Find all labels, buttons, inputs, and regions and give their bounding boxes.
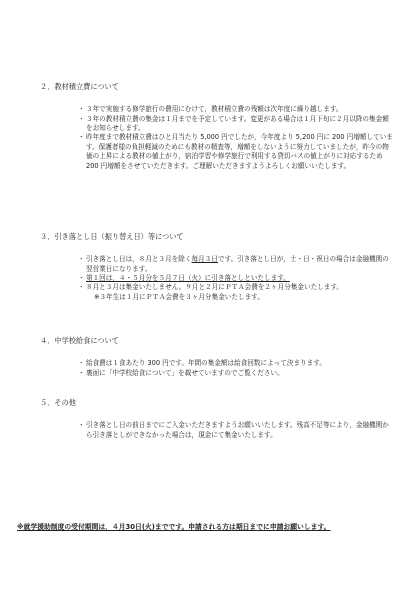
- item-text: 引き落とし日は，８月と３月を除く: [86, 255, 192, 264]
- section-kyushoku: [40, 336, 400, 378]
- item-list: [40, 105, 400, 171]
- item-list: [40, 421, 400, 440]
- underlined-text: 第１回は，４・５月分を５月７日（火）に引き落としといたします。: [86, 274, 290, 283]
- item-text: ８月と３月は集金いたしません。９月と２月にＰＴＡ会費を２ヶ月分集金いたします。: [86, 283, 344, 292]
- item-text: です。引き落とし日が，土・日・祝日の場合は金融機関の翌営業日になります。: [86, 255, 389, 273]
- section-heading: ２．教材積立費について: [40, 82, 119, 91]
- list-item: [40, 255, 400, 274]
- list-item: [40, 421, 400, 440]
- bullet: ・: [78, 105, 85, 114]
- item-note: ※３年生は１月にＰＴＡ会費を３ヶ月分集金いたします。: [94, 292, 264, 301]
- list-item: [40, 105, 400, 114]
- list-item: [40, 133, 400, 170]
- section-heading: ３．引き落とし日（振り替え日）等について: [40, 232, 184, 241]
- underlined-date: 毎月３日: [191, 255, 218, 264]
- bullet: ・: [78, 359, 85, 368]
- item-list: [40, 359, 400, 378]
- list-item: [40, 369, 400, 378]
- section-heading: ５．その他: [40, 398, 76, 407]
- item-list: [40, 255, 400, 302]
- list-item: [40, 283, 400, 302]
- item-text: 裏面に「中学校給食について」を載せていますのでご覧ください。: [86, 368, 284, 377]
- item-text: ３年で実施する修学旅行の費用にむけて，教材積立費の残額は次年度に繰り越します。: [86, 105, 343, 114]
- bullet: ・: [78, 283, 85, 292]
- section-sonota: [40, 398, 400, 440]
- bullet: ・: [78, 133, 85, 142]
- item-text: ３年の教材積立費の集金は１月までを予定しています。変更がある場合は１月下旬に２月以降の集金額をお知らせします。: [86, 114, 389, 133]
- list-item: [40, 115, 400, 134]
- item-text: 引き落とし日の前日までにご入金いただきますようお願いいたします。残高不足等により，金融機関から引き落としができなかった場合は，現金にて集金いたします。: [86, 421, 389, 439]
- bullet: ・: [78, 255, 85, 264]
- section-hikiotoshi: [40, 232, 400, 302]
- item-text: 給食費は１食あたり 300 円です。年間の集金額は給食回数によって決まります。: [86, 359, 326, 368]
- list-item: [40, 359, 400, 368]
- bullet: ・: [78, 368, 85, 377]
- bullet: ・: [78, 274, 85, 283]
- section-heading: ４．中学校給食について: [40, 336, 119, 345]
- bullet: ・: [78, 114, 85, 123]
- section-kyozai: [40, 82, 400, 171]
- item-text: 昨年度まで教材積立費はひと月当たり 5,000 円でしたが，今年度より 5,200 円に 200 円増額しています。保護者様の負担軽減のためにも教材の精査等，増額をしないように努力していましたが，昨今の物価の上昇による教材の値上がり，宿泊学習や修学旅行で利用する貸切バスの値上がりに対応するため 200 円増額をさせていただきます。ご理解いただきますようよろしくお願いいたします。: [86, 133, 393, 170]
- bullet: ・: [78, 421, 85, 430]
- notice-text: ※就学援助制度の受付期間は，４月30日(火)までです。申請される方は期日までに申請お願いします。: [17, 523, 331, 531]
